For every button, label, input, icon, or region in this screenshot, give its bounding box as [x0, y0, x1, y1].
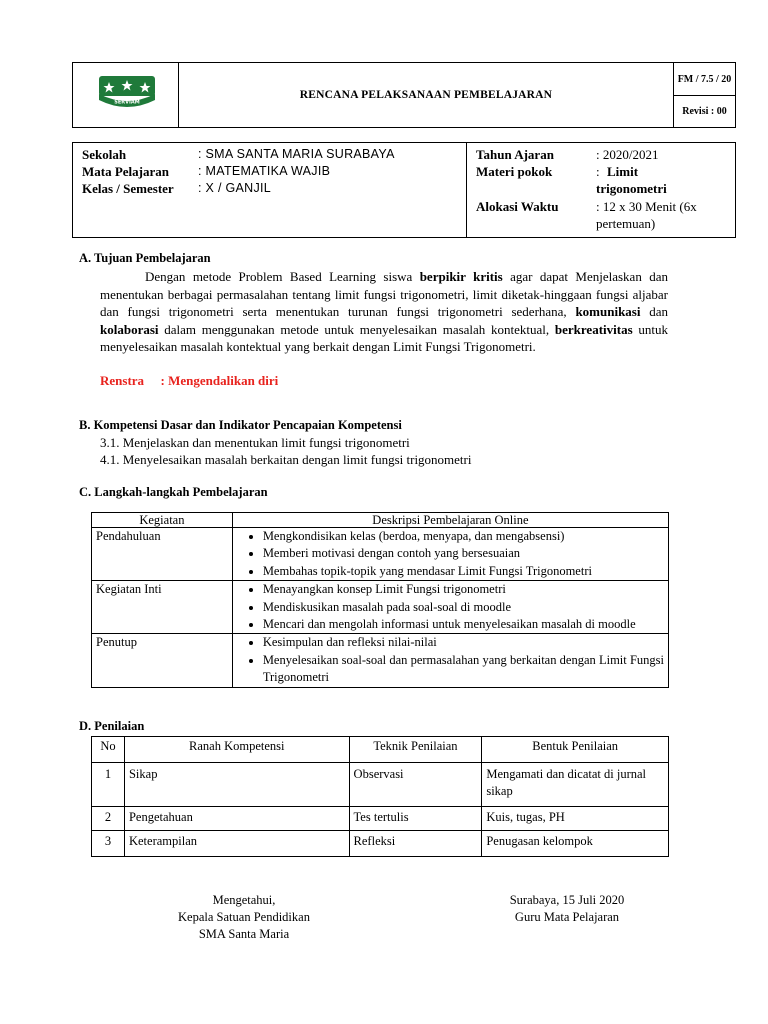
table-header-row — [92, 737, 669, 763]
competency-item: 3.1. Menjelaskan dan menentukan limit fungsi trigonometri — [100, 435, 410, 450]
topic-value-2: trigonometri — [596, 181, 667, 196]
logo-cell — [73, 63, 179, 127]
para-text-1: Dengan metode Problem Based Learning siswa — [145, 269, 420, 284]
signature-left — [144, 892, 344, 942]
time-value-1: : 12 x 30 Menit (6x — [596, 199, 697, 214]
list-item: • Menayangkan konsep Limit Fungsi trigonometri — [263, 581, 664, 598]
table-row — [92, 831, 669, 857]
cell-domain: Keterampilan — [124, 831, 349, 857]
school-value: : SMA SANTA MARIA SURABAYA — [198, 147, 395, 161]
bold-communication: komunikasi — [575, 304, 641, 320]
signature-right — [467, 892, 667, 926]
activity-name: Pendahuluan — [92, 528, 233, 581]
bold-critical: berpikir kritis — [419, 269, 503, 284]
subject-value: : MATEMATIKA WAJIB — [198, 164, 331, 178]
cell-technique: Observasi — [349, 763, 482, 807]
competency-item: 4.1. Menyelesaikan masalah berkaitan dengan limit fungsi trigonometri — [100, 452, 472, 467]
school-label: Sekolah — [82, 147, 127, 162]
table-row — [92, 634, 669, 687]
sign-line: Mengetahui, — [212, 893, 276, 907]
cell-technique: Refleksi — [349, 831, 482, 857]
table-row — [92, 528, 669, 581]
para-text-2: agar dapat Menjelaskan dan menentukan berbagai permasalahan tentang limit fungsi trigonometri, limit diketak-hinggaan fungsi aljabar dan fungsi trigonometri serta menentukan turunan fungsi trigonometri sederhana, — [100, 269, 668, 320]
topic-label: Materi pokok — [476, 164, 553, 179]
identity-box — [72, 142, 736, 238]
identity-left — [73, 143, 467, 237]
section-d-heading: D. Penilaian — [79, 719, 145, 733]
cell-technique: Tes tertulis — [349, 807, 482, 831]
bold-collaboration: kolaborasi — [100, 321, 159, 337]
subject-label: Mata Pelajaran — [82, 164, 170, 179]
renstra-label: Renstra — [100, 373, 145, 388]
year-label: Tahun Ajaran — [476, 147, 554, 162]
topic-value-1: Limit — [607, 164, 639, 179]
activity-items — [232, 581, 668, 634]
sign-line: Guru Mata Pelajaran — [514, 909, 620, 924]
cell-domain: Pengetahuan — [124, 807, 349, 831]
form-code: FM / 7.5 / 20 — [674, 63, 735, 96]
list-item: • Mencari dan mengolah informasi untuk menyelesaikan masalah di moodle — [263, 616, 664, 633]
section-a-heading: A. Tujuan Pembelajaran — [79, 251, 211, 265]
sign-line: Surabaya, 15 Juli 2020 — [509, 893, 625, 907]
cell-no: 1 — [92, 763, 125, 807]
table-row — [92, 763, 669, 807]
list-item: • Kesimpulan dan refleksi nilai-nilai — [263, 634, 664, 651]
class-value: : X / GANJIL — [198, 181, 272, 195]
cell-form: Kuis, tugas, PH — [482, 807, 669, 831]
list-item: • Mengkondisikan kelas (berdoa, menyapa, dan mengabsensi) — [263, 528, 664, 545]
sign-line: Kepala Satuan Pendidikan — [178, 909, 310, 924]
cell-no: 3 — [92, 831, 125, 857]
svg-text:SERVIAM: SERVIAM — [114, 99, 140, 106]
table-row — [92, 807, 669, 831]
bold-creativity: berkreativitas — [554, 321, 633, 337]
document-header — [72, 62, 736, 128]
list-item: • Menyelesaikan soal-soal dan permasalahan yang berkaitan dengan Limit Fungsi Trigonometri — [263, 652, 664, 687]
activity-name: Kegiatan Inti — [92, 581, 233, 634]
cell-form: Penugasan kelompok — [482, 831, 669, 857]
table-row — [92, 581, 669, 634]
section-b-heading: B. Kompetensi Dasar dan Indikator Pencapaian Kompetensi — [79, 418, 402, 432]
document-title: RENCANA PELAKSANAAN PEMBELAJARAN — [179, 63, 674, 127]
topic-colon: : — [596, 164, 600, 179]
time-label: Alokasi Waktu — [476, 199, 559, 214]
form-meta — [674, 63, 735, 127]
activity-items — [232, 634, 668, 687]
activity-name: Penutup — [92, 634, 233, 687]
para-text-5: untuk menyelesaikan masalah kontektual yang berkait dengan Limit Fungsi Trigonometri. — [100, 321, 668, 355]
para-text-3: dan — [640, 304, 668, 320]
table-header-row — [92, 513, 669, 528]
renstra-value: : Mengendalikan diri — [160, 373, 279, 388]
col-activity: Kegiatan — [92, 513, 233, 528]
cell-domain: Sikap — [124, 763, 349, 807]
school-logo — [97, 74, 157, 110]
list-item: • Mendiskusikan masalah pada soal-soal di moodle — [263, 599, 664, 616]
section-c-heading: C. Langkah-langkah Pembelajaran — [79, 485, 268, 499]
learning-steps-table — [91, 512, 669, 688]
cell-no: 2 — [92, 807, 125, 831]
col-description: Deskripsi Pembelajaran Online — [232, 513, 668, 528]
col-domain: Ranah Kompetensi — [124, 737, 349, 763]
assessment-table — [91, 736, 669, 857]
col-technique: Teknik Penilaian — [349, 737, 482, 763]
year-value: : 2020/2021 — [596, 147, 659, 162]
para-text-4: dalam menggunakan metode untuk menyelesaikan masalah kontektual, — [158, 321, 555, 337]
list-item: • Membahas topik-topik yang mendasar Limit Fungsi Trigonometri — [263, 563, 664, 580]
col-form: Bentuk Penilaian — [482, 737, 669, 763]
class-label: Kelas / Semester — [82, 181, 174, 196]
section-a-paragraph — [100, 268, 668, 356]
list-item: • Memberi motivasi dengan contoh yang bersesuaian — [263, 545, 664, 562]
revision: Revisi : 00 — [682, 106, 727, 117]
renstra-line — [100, 373, 278, 389]
time-value-2: pertemuan) — [596, 216, 656, 231]
sign-line: SMA Santa Maria — [198, 926, 290, 941]
activity-items — [232, 528, 668, 581]
col-no: No — [92, 737, 125, 763]
cell-form: Mengamati dan dicatat di jurnal sikap — [482, 763, 669, 807]
